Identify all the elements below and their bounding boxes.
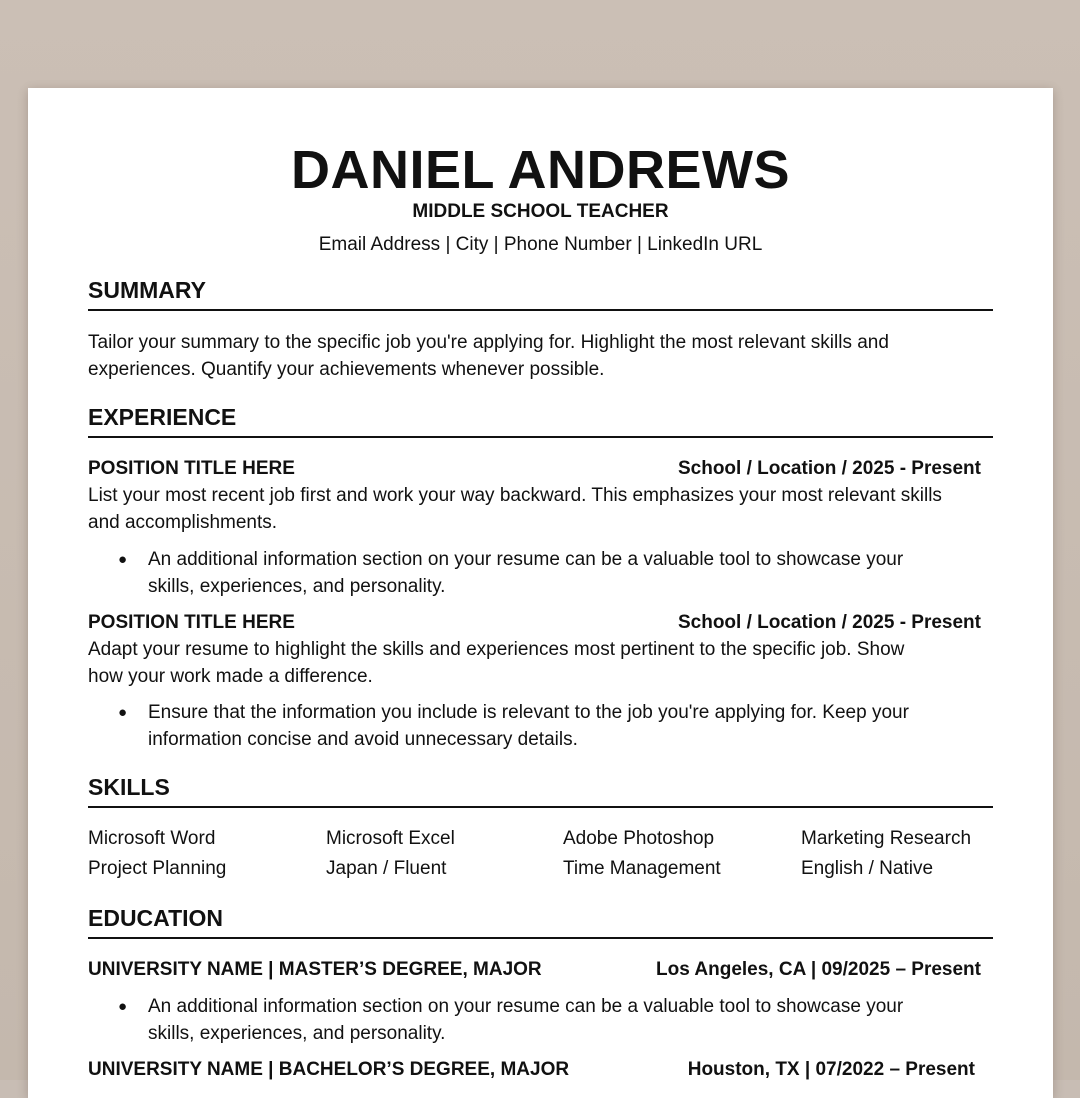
bullet-dot-icon: ● — [118, 998, 128, 1015]
candidate-name: DANIEL ANDREWS — [290, 140, 790, 200]
job-position: POSITION TITLE HERE — [88, 612, 295, 633]
bullet-dot-icon: ● — [118, 551, 128, 568]
bullet-line-1: Ensure that the information you include is relevant to the job you're applying for. Keep your — [148, 702, 909, 723]
education-school: UNIVERSITY NAME | BACHELOR’S DEGREE, MAJOR — [88, 1059, 570, 1080]
job-desc-line-2: and accomplishments. — [88, 512, 278, 533]
job-desc-line-1: Adapt your resume to highlight the skills and experiences most pertinent to the specific job. Show — [88, 639, 905, 660]
skill-item: Time Management — [563, 858, 721, 879]
education-school: UNIVERSITY NAME | MASTER’S DEGREE, MAJOR — [88, 959, 542, 980]
job-meta: School / Location / 2025 - Present — [677, 458, 981, 479]
skill-item: Japan / Fluent — [326, 858, 447, 879]
skill-item: Marketing Research — [801, 828, 972, 849]
job-meta: School / Location / 2025 - Present — [677, 612, 981, 633]
bullet-line-2: skills, experiences, and personality. — [148, 576, 446, 597]
skill-item: English / Native — [801, 858, 934, 879]
summary-heading: SUMMARY — [88, 276, 993, 311]
skill-item: Adobe Photoshop — [563, 828, 715, 849]
skills-heading: SKILLS — [88, 773, 993, 808]
resume-page — [28, 88, 1053, 1098]
bullet-line-2: information concise and avoid unnecessary details. — [148, 729, 578, 750]
job-position: POSITION TITLE HERE — [88, 458, 295, 479]
education-meta: Houston, TX | 07/2022 – Present — [687, 1059, 975, 1080]
summary-line-1: Tailor your summary to the specific job you're applying for. Highlight the most relevant skills and — [88, 332, 889, 353]
education-heading: EDUCATION — [88, 904, 993, 939]
bullet-line-1: An additional information section on your resume can be a valuable tool to showcase your — [148, 996, 904, 1017]
job-desc-line-1: List your most recent job first and work your way backward. This emphasizes your most relevant skills — [88, 485, 942, 506]
bullet-line-2: skills, experiences, and personality. — [148, 1023, 446, 1044]
skill-item: Microsoft Word — [88, 828, 216, 849]
education-meta: Los Angeles, CA | 09/2025 – Present — [656, 959, 981, 980]
job-desc-line-2: how your work made a difference. — [88, 666, 373, 687]
skill-item: Microsoft Excel — [326, 828, 455, 849]
summary-line-2: experiences. Quantify your achievements whenever possible. — [88, 359, 605, 380]
bullet-line-1: An additional information section on your resume can be a valuable tool to showcase your — [148, 549, 904, 570]
contact-line: Email Address | City | Phone Number | LinkedIn URL — [318, 234, 763, 255]
candidate-title: MIDDLE SCHOOL TEACHER — [412, 201, 669, 222]
bullet-dot-icon: ● — [118, 704, 128, 721]
skill-item: Project Planning — [88, 858, 227, 879]
experience-heading: EXPERIENCE — [88, 403, 993, 438]
